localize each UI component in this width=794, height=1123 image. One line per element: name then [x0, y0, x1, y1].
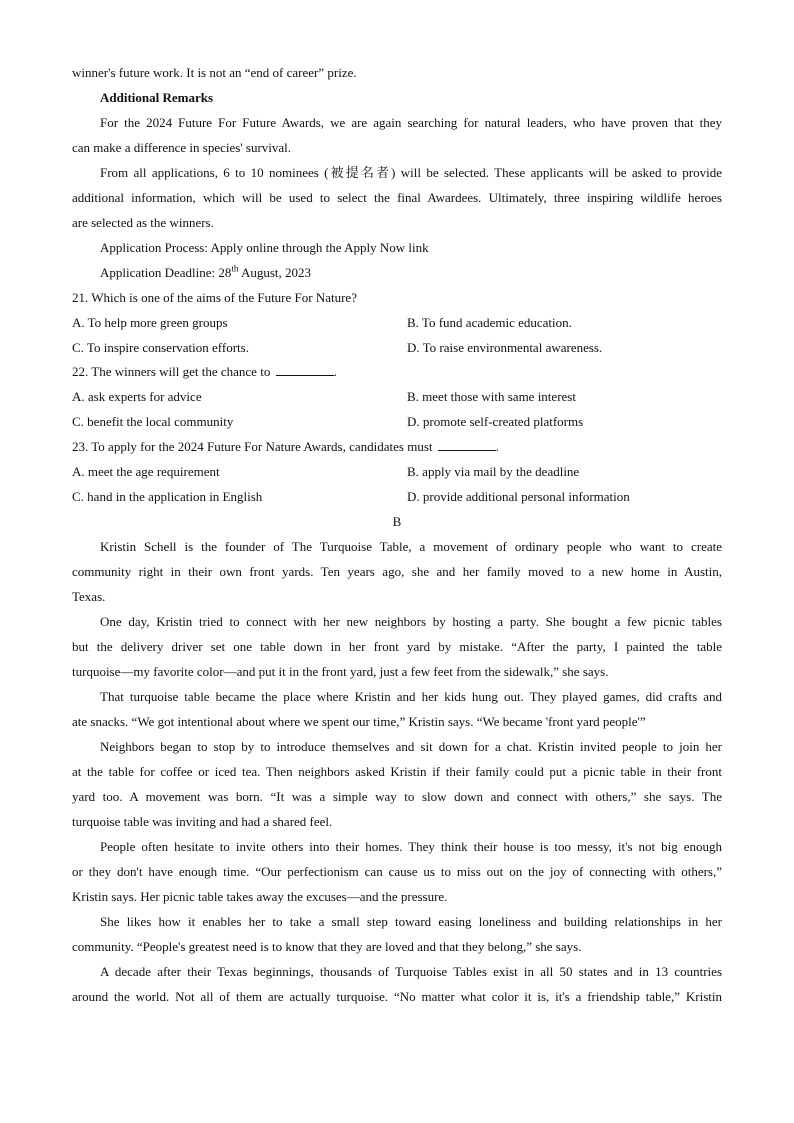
passage-b-line: One day, Kristin tried to connect with her new neighbors by hosting a party. She bought a few picnic tables [100, 614, 722, 629]
passage-b-line: but the delivery driver set one table down in her front yard by mistake. “After the party, I painted the table [72, 639, 722, 654]
passage-a-line: can make a difference in species' survival. [72, 140, 292, 155]
passage-b-line: yard too. A movement was born. “It was a simple way to slow down and connect with others,” she says. The [72, 789, 722, 804]
question-22-option-b: B. meet those with same interest [407, 389, 576, 404]
passage-b-line: community right in their own front yards. Ten years ago, she and her family moved to a new home in Austin, [72, 564, 722, 579]
remarks-heading: Additional Remarks [100, 90, 214, 105]
passage-b-line: Kristin Schell is the founder of The Turquoise Table, a movement of ordinary people who want to create [100, 539, 722, 554]
question-22-option-c: C. benefit the local community [72, 414, 234, 429]
answer-blank [276, 362, 334, 376]
passage-b-line: She likes how it enables her to take a small step toward easing loneliness and building relationships in her [100, 914, 722, 929]
question-23-option-a: A. meet the age requirement [72, 464, 220, 479]
passage-b-line: or they don't have enough time. “Our perfectionism can cause us to miss out on the joy of connecting with others,” [72, 864, 722, 879]
question-23-stem: 23. To apply for the 2024 Future For Nature Awards, candidates must . [72, 439, 500, 454]
passage-b-line: ate snacks. “We got intentional about where we spent our time,” Kristin says. “We became 'front yard people'” [72, 714, 646, 729]
question-23-option-c: C. hand in the application in English [72, 489, 263, 504]
passage-b-line: around the world. Not all of them are actually turquoise. “No matter what color it is, it's a friendship table,” Kristin [72, 989, 722, 1004]
passage-b-line: at the table for coffee or iced tea. Then neighbors asked Kristin if their family could put a picnic table in their front [72, 764, 722, 779]
passage-b-line: Neighbors began to stop by to introduce themselves and sit down for a chat. Kristin invited people to join her [100, 739, 722, 754]
passage-b-line: Texas. [72, 589, 106, 604]
question-22-stem: 22. The winners will get the chance to . [72, 364, 337, 379]
question-21-option-c: C. To inspire conservation efforts. [72, 340, 249, 355]
passage-b-line: That turquoise table became the place where Kristin and her kids hung out. They played games, did crafts and [100, 689, 722, 704]
passage-a-line: winner's future work. It is not an “end of career” prize. [72, 65, 357, 80]
question-21-stem: 21. Which is one of the aims of the Future For Nature? [72, 290, 357, 305]
passage-a-line: For the 2024 Future For Future Awards, we are again searching for natural leaders, who have proven that they [100, 115, 722, 130]
passage-b-line: turquoise table was inviting and had a shared feel. [72, 814, 333, 829]
application-deadline: Application Deadline: 28th August, 2023 [100, 263, 312, 280]
passage-b-line: People often hesitate to invite others into their homes. They think their house is too messy, it's not big enough [100, 839, 722, 854]
application-process: Application Process: Apply online through the Apply Now link [100, 240, 429, 255]
question-21-option-d: D. To raise environmental awareness. [407, 340, 603, 355]
passage-b-line: community. “People's greatest need is to know that they are loved and that they belong,” she says. [72, 939, 582, 954]
question-22-option-a: A. ask experts for advice [72, 389, 202, 404]
passage-b-heading: B [392, 514, 402, 529]
passage-a-line: are selected as the winners. [72, 215, 214, 230]
answer-blank [438, 437, 496, 451]
passage-b-line: Kristin says. Her picnic table takes away the excuses—and the pressure. [72, 889, 448, 904]
question-23-option-b: B. apply via mail by the deadline [407, 464, 580, 479]
question-21-option-a: A. To help more green groups [72, 315, 228, 330]
passage-b-line: turquoise—my favorite color—and put it in the front yard, just a few feet from the sidewalk,” she says. [72, 664, 609, 679]
question-21-option-b: B. To fund academic education. [407, 315, 572, 330]
question-22-option-d: D. promote self-created platforms [407, 414, 584, 429]
passage-b-line: A decade after their Texas beginnings, thousands of Turquoise Tables exist in all 50 states and in 13 countries [100, 964, 722, 979]
passage-a-line: additional information, which will be used to select the final Awardees. Ultimately, three inspiring wildlife heroes [72, 190, 722, 205]
passage-a-line: From all applications, 6 to 10 nominees (被提名者) will be selected. These applicants will be asked to provide [100, 165, 722, 180]
question-23-option-d: D. provide additional personal information [407, 489, 630, 504]
